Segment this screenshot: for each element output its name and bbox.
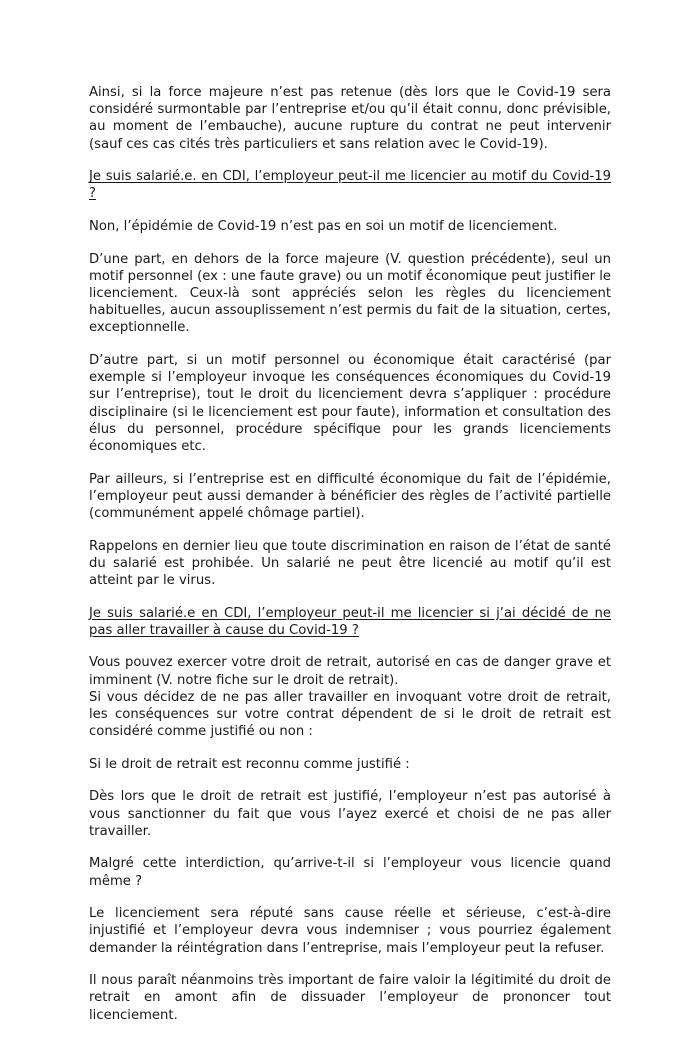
paragraph-licenciement-repute: Le licenciement sera réputé sans cause réelle et sérieuse, c’est-à-dire injustifié et l’employeur devra vous indemniser ; vous pourriez également demander la réintégration dans l’entreprise, mais l’employeur peut la refuser. [89,906,611,956]
paragraph-par-ailleurs: Par ailleurs, si l’entreprise est en difficulté économique du fait de l’épidémie, l’employeur peut aussi demander à bénéficier des règles de l’activité partielle (communément appelé chômage partiel). [89,471,611,522]
paragraph-conclusion: Il nous paraît néanmoins très important de faire valoir la légitimité du droit de retrait en amont afin de dissuader l’employeur de prononcer tout licenciement. [89,973,611,1023]
paragraph-rappelons: Rappelons en dernier lieu que toute discrimination en raison de l’état de santé du salarié est prohibée. Un salarié ne peut être licencié au motif qu’il est atteint par le virus. [89,538,611,589]
paragraph-droit-de-retrait: Vous pouvez exercer votre droit de retrait, autorisé en cas de danger grave et imminent (V. notre fiche sur le droit de retrait). [89,655,611,688]
document-body [89,84,611,1039]
paragraph-d-autre-part: D’autre part, si un motif personnel ou économique était caractérisé (par exemple si l’employeur invoque les conséquences économiques du Covid-19 sur l’entreprise), tout le droit du licenciement devra s’appliquer : procédure disciplinaire (si le licenciement est pour faute), information et consultation des élus du personnel, procédure spécifique pour les grands licenciements économiques etc. [89,353,611,455]
question-heading-droit-retrait: Je suis salarié.e en CDI, l’employeur peut-il me licencier si j’ai décidé de ne pas aller travailler à cause du Covid-19 ? [89,605,611,638]
paragraph-des-lors: Dès lors que le droit de retrait est justifié, l’employeur n’est pas autorisé à vous sanctionner du fait que vous l’ayez exercé et choisi de ne pas aller travailler. [89,789,611,839]
paragraph-si-justifie: Si le droit de retrait est reconnu comme justifié : [89,756,410,772]
paragraph-answer-non: Non, l’épidémie de Covid-19 n’est pas en soi un motif de licenciement. [89,219,558,234]
paragraph-force-majeure: Ainsi, si la force majeure n’est pas retenue (dès lors que le Covid-19 sera considéré surmontable par l’entreprise et/ou qu’il était connu, donc prévisible, au moment de l’embauche), aucune rupture du contrat ne peut intervenir (sauf ces cas cités très particuliers et sans relation avec le Covid-19). [89,85,611,152]
question-heading-licenciement-covid: Je suis salarié.e. en CDI, l’employeur peut-il me licencier au motif du Covid-19 ? [89,169,611,202]
paragraph-d-une-part: D’une part, en dehors de la force majeure (V. question précédente), seul un motif personnel (ex : une faute grave) ou un motif économique peut justifier le licenciement. Ceux-là sont appréciés selon les règles du licenciement habituelles, aucun assouplissement n’est permis du fait de la situation, certes, exceptionnelle. [89,251,611,336]
paragraph-si-vous-decidez: Si vous décidez de ne pas aller travailler en invoquant votre droit de retrait, les conséquences sur votre contrat dépendent de si le droit de retrait est considéré comme justifié ou non : [89,689,611,740]
paragraph-malgre: Malgré cette interdiction, qu’arrive-t-il si l’employeur vous licencie quand même ? [89,856,611,889]
